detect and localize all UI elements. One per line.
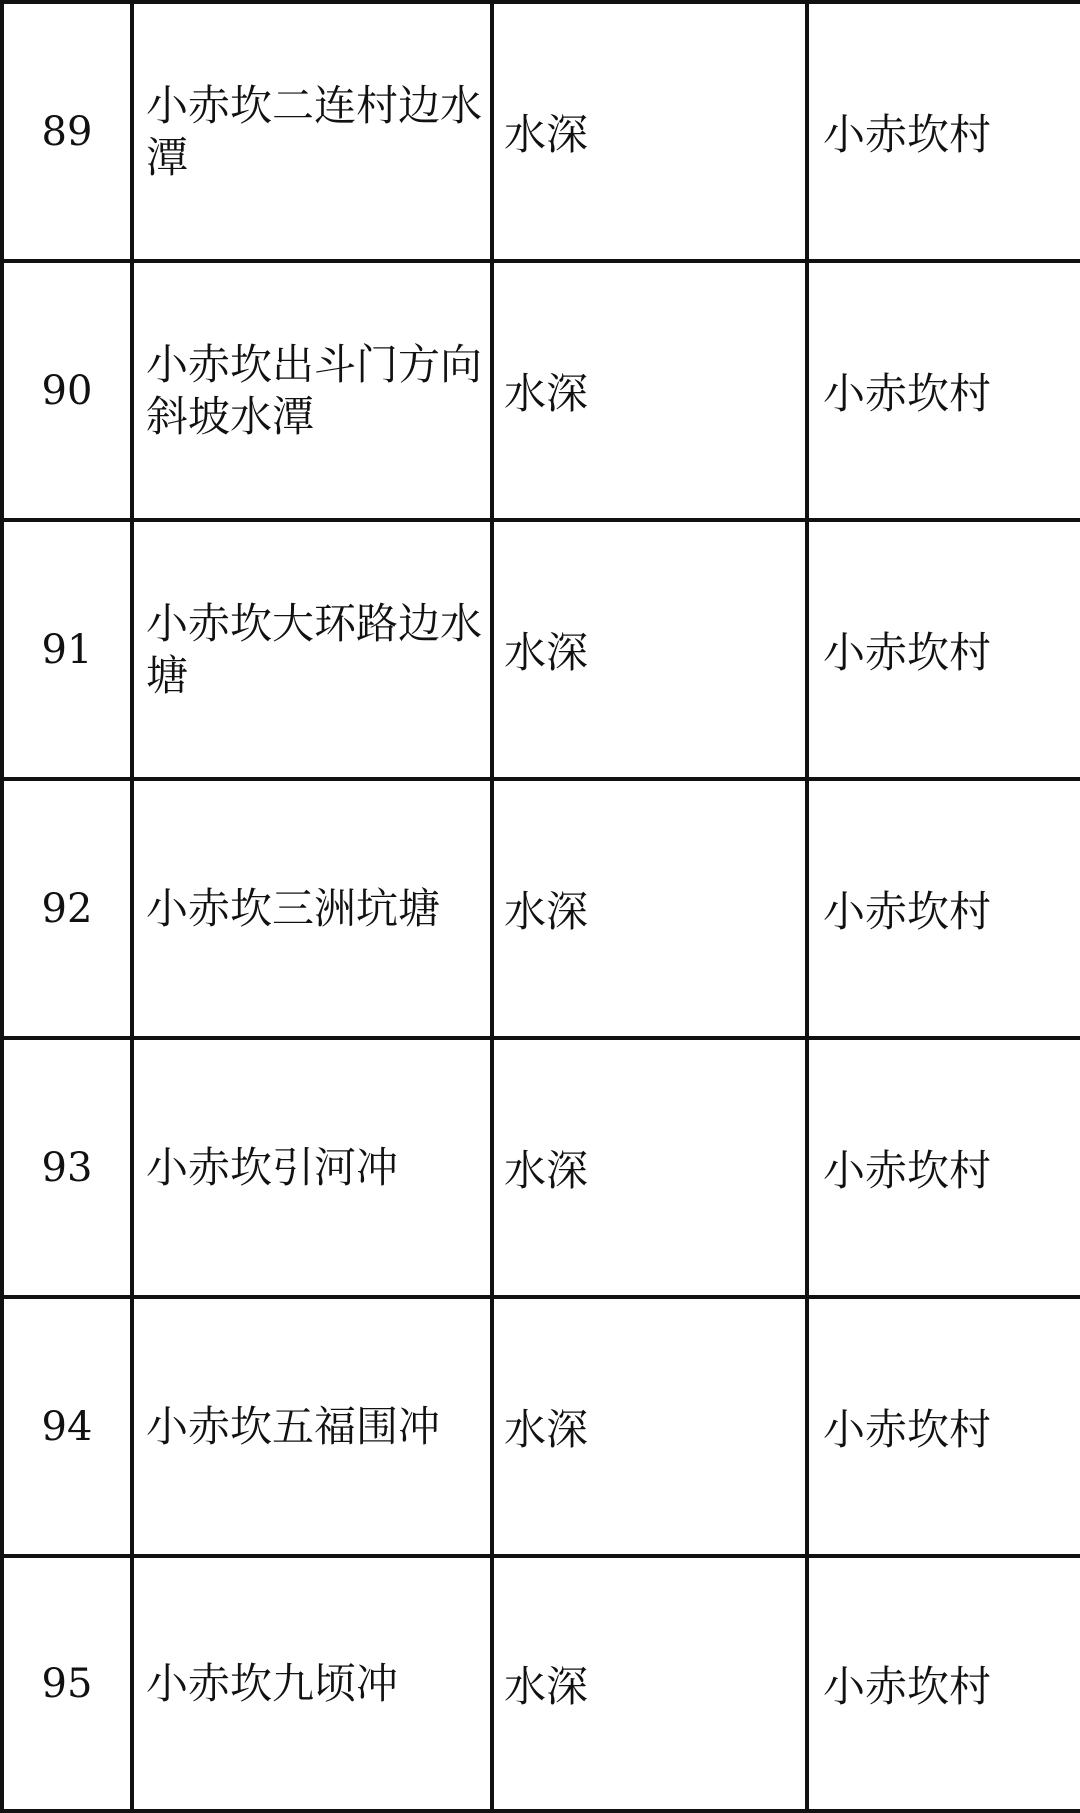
village-name: 小赤坎村 (807, 779, 1080, 1038)
table-row (2, 261, 1080, 520)
table-row (2, 1297, 1080, 1556)
location-name (132, 520, 492, 779)
location-name-text: 小赤坎五福围冲 (146, 1401, 441, 1451)
hazard-type: 水深 (492, 261, 807, 520)
hazard-type: 水深 (492, 1556, 807, 1811)
hazard-type: 水深 (492, 2, 807, 261)
table-row (2, 779, 1080, 1038)
table-row (2, 1556, 1080, 1811)
village-name: 小赤坎村 (807, 1556, 1080, 1811)
location-name (132, 1556, 492, 1811)
location-name (132, 779, 492, 1038)
hazard-type: 水深 (492, 1297, 807, 1556)
village-name: 小赤坎村 (807, 2, 1080, 261)
location-name-text: 小赤坎大环路边水塘 (146, 598, 483, 700)
location-name (132, 1038, 492, 1297)
row-number: 94 (2, 1297, 132, 1556)
village-name: 小赤坎村 (807, 1038, 1080, 1297)
hazard-type: 水深 (492, 779, 807, 1038)
row-number: 92 (2, 779, 132, 1038)
village-name: 小赤坎村 (807, 1297, 1080, 1556)
hazard-type: 水深 (492, 520, 807, 779)
location-name (132, 1297, 492, 1556)
row-number: 89 (2, 2, 132, 261)
table-row (2, 1038, 1080, 1297)
table-row (2, 2, 1080, 261)
location-name (132, 261, 492, 520)
row-number: 91 (2, 520, 132, 779)
hazard-type: 水深 (492, 1038, 807, 1297)
village-name: 小赤坎村 (807, 261, 1080, 520)
location-name-text: 小赤坎九顷冲 (146, 1658, 399, 1708)
village-name: 小赤坎村 (807, 520, 1080, 779)
location-name-text: 小赤坎出斗门方向斜坡水潭 (146, 339, 483, 441)
location-name-text: 小赤坎二连村边水潭 (146, 80, 483, 182)
location-name (132, 2, 492, 261)
table-row (2, 520, 1080, 779)
location-name-text: 小赤坎三洲坑塘 (146, 883, 441, 933)
location-name-text: 小赤坎引河冲 (146, 1142, 399, 1192)
row-number: 93 (2, 1038, 132, 1297)
row-number: 90 (2, 261, 132, 520)
row-number: 95 (2, 1556, 132, 1811)
